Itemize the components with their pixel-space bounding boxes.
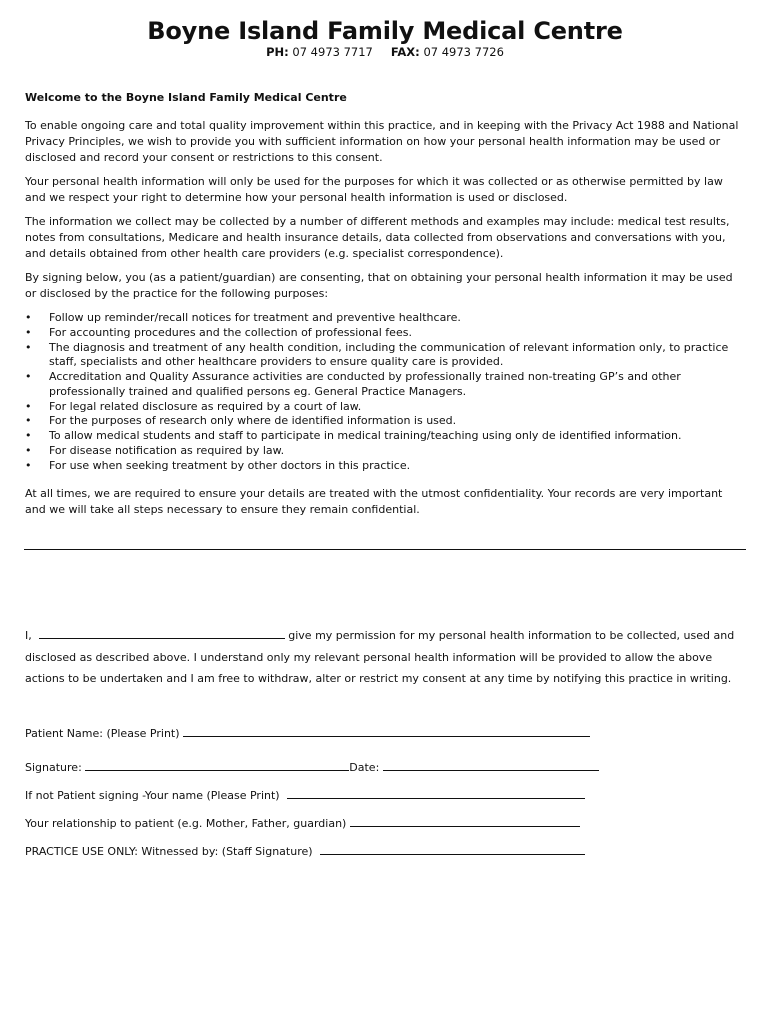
relationship-row (25, 815, 745, 832)
welcome-heading: Welcome to the Boyne Island Family Medical Centre (25, 91, 347, 104)
guardian-name-row (25, 787, 745, 804)
relationship-blank[interactable] (350, 815, 580, 827)
list-item: • Accreditation and Quality Assurance activities are conducted by professionally trained non-treating GP’s and other professionally trained and qualified persons eg. General Practice Managers. (25, 370, 745, 400)
list-item: • For the purposes of research only where de identified information is used. (25, 414, 745, 429)
confidentiality-paragraph: At all times, we are required to ensure your details are treated with the utmost confidentiality. Your records are very important and we will take all steps necessary to ensure they remain confidential. (25, 487, 723, 516)
intro-paragraph-4: By signing below, you (as a patient/guardian) are consenting, that on obtaining your personal health information it may be used or disclosed by the practice for the following purposes: (25, 271, 733, 300)
date-label: Date: (349, 761, 380, 774)
consent-name-blank[interactable] (39, 627, 285, 639)
list-item: • For accounting procedures and the collection of professional fees. (25, 326, 745, 341)
signature-blank[interactable] (85, 759, 349, 771)
consent-text: give my permission for my personal health information to be collected, used and disclosed as described above. I understand only my relevant personal health information will be provided to allow the above actions to be undertaken and I am free to withdraw, alter or restrict my consent at any time by notifying this practice in writing. (25, 629, 735, 685)
practice-title: Boyne Island Family Medical Centre (147, 17, 623, 45)
intro-paragraph-1: To enable ongoing care and total quality improvement within this practice, and in keeping with the Privacy Act 1988 and National Privacy Principles, we wish to provide you with sufficient information on how your personal health information may be used or disclosed and record your consent or restrictions to this consent. (25, 119, 739, 164)
consent-prefix: I, (25, 629, 32, 642)
phone-label: PH: (266, 45, 289, 59)
list-item: • To allow medical students and staff to participate in medical training/teaching using only de identified information. (25, 429, 745, 444)
date-blank[interactable] (383, 759, 599, 771)
guardian-name-label: If not Patient signing -Your name (Please Print) (25, 789, 280, 802)
patient-name-blank[interactable] (183, 725, 590, 737)
signature-label: Signature: (25, 761, 82, 774)
relationship-label: Your relationship to patient (e.g. Mother, Father, guardian) (25, 817, 347, 830)
purposes-list (25, 311, 745, 473)
consent-statement (25, 625, 745, 690)
list-item: • For legal related disclosure as required by a court of law. (25, 400, 745, 415)
patient-name-label: Patient Name: (Please Print) (25, 727, 180, 740)
list-item: • The diagnosis and treatment of any health condition, including the communication of relevant information only, to practice staff, specialists and other healthcare providers to ensure quality care is provided. (25, 341, 745, 371)
signature-row (25, 759, 745, 776)
fax-label: FAX: (390, 45, 420, 59)
intro-paragraph-3: The information we collect may be collected by a number of different methods and examples may include: medical test results, notes from consultations, Medicare and health insurance details, data collected from observations and conversations with you, and details obtained from other health care providers (e.g. specialist correspondence). (25, 215, 730, 260)
list-item: • For disease notification as required by law. (25, 444, 745, 459)
list-item: • Follow up reminder/recall notices for treatment and preventive healthcare. (25, 311, 745, 326)
phone-number: 07 4973 7717 (292, 45, 373, 59)
guardian-name-blank[interactable] (287, 787, 585, 799)
contact-line (0, 45, 770, 59)
intro-paragraph-2: Your personal health information will only be used for the purposes for which it was collected or as otherwise permitted by law and we respect your right to determine how your personal health information is used or disclosed. (25, 175, 723, 204)
patient-name-row (25, 725, 745, 742)
witness-blank[interactable] (320, 843, 585, 855)
section-divider (24, 549, 746, 550)
fax-number: 07 4973 7726 (423, 45, 504, 59)
list-item: • For use when seeking treatment by other doctors in this practice. (25, 459, 745, 474)
witness-label: PRACTICE USE ONLY: Witnessed by: (Staff Signature) (25, 845, 313, 858)
witness-row (25, 843, 745, 860)
